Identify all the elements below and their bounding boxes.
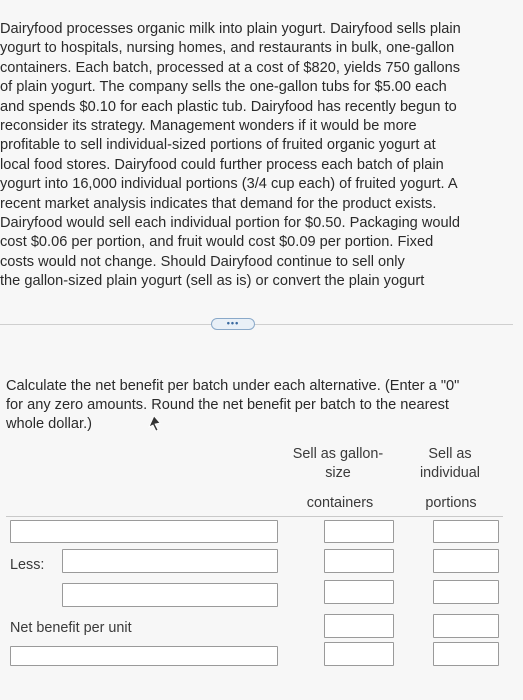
problem-statement xyxy=(0,20,520,292)
expand-more-button[interactable]: ••• xyxy=(211,318,255,330)
row1-label-input[interactable] xyxy=(10,520,278,543)
instruction-line: whole dollar.) xyxy=(6,416,92,432)
column-header-text: Sell as xyxy=(428,446,472,462)
net-individual-input[interactable] xyxy=(433,614,499,638)
section-divider xyxy=(0,324,513,325)
column-header-text: size xyxy=(325,465,351,481)
row3-label-input[interactable] xyxy=(62,583,278,607)
problem-line: Dairyfood processes organic milk into plain yogurt. Dairyfood sells plain xyxy=(0,21,461,37)
table-header-rule xyxy=(6,516,503,517)
net-benefit-label: Net benefit per unit xyxy=(10,620,132,636)
problem-line: cost $0.06 per portion, and fruit would cost $0.09 per portion. Fixed xyxy=(0,234,434,251)
problem-line: containers. Each batch, processed at a cost of $820, yields 750 gallons xyxy=(0,59,460,76)
row5-individual-input[interactable] xyxy=(433,642,499,666)
row5-label-input[interactable] xyxy=(10,646,278,666)
row2-individual-input[interactable] xyxy=(433,549,499,573)
row2-label-input[interactable] xyxy=(62,549,278,573)
less-label: Less: xyxy=(10,557,45,573)
mouse-pointer-icon xyxy=(148,415,162,433)
instruction-line: Calculate the net benefit per batch under each alternative. (Enter a "0" xyxy=(6,378,460,394)
problem-line: costs would not change. Should Dairyfood continue to sell only xyxy=(0,253,405,270)
problem-line: yogurt into 16,000 individual portions (3/4 cup each) of fruited yogurt. A xyxy=(0,176,458,193)
row1-gallon-input[interactable] xyxy=(324,520,394,543)
row5-gallon-input[interactable] xyxy=(324,642,394,666)
column-subheader-gallon: containers xyxy=(306,495,374,511)
column-header-text: individual xyxy=(419,465,480,481)
problem-line: and spends $0.10 for each plastic tub. Dairyfood has recently begun to xyxy=(0,98,457,115)
problem-line: reconsider its strategy. Management wonders if it would be more xyxy=(0,118,417,135)
column-subheader-individual: portions xyxy=(425,495,477,511)
problem-line: yogurt to hospitals, nursing homes, and restaurants in bulk, one-gallon xyxy=(0,40,455,57)
row2-gallon-input[interactable] xyxy=(324,549,394,573)
problem-line: the gallon-sized plain yogurt (sell as is) or convert the plain yogurt xyxy=(0,273,425,290)
problem-line: Dairyfood would sell each individual portion for $0.50. Packaging would xyxy=(0,215,460,232)
column-header-text: Sell as gallon- xyxy=(292,446,384,462)
column-header-individual xyxy=(410,445,490,483)
net-gallon-input[interactable] xyxy=(324,614,394,638)
problem-line: profitable to sell individual-sized portions of fruited organic yogurt at xyxy=(0,137,436,154)
instruction-text xyxy=(6,377,506,434)
row1-individual-input[interactable] xyxy=(433,520,499,543)
row3-gallon-input[interactable] xyxy=(324,580,394,604)
problem-line: of plain yogurt. The company sells the one-gallon tubs for $5.00 each xyxy=(0,79,447,96)
instruction-line: for any zero amounts. Round the net benefit per batch to the nearest xyxy=(6,397,449,413)
problem-line: recent market analysis indicates that demand for the product exists. xyxy=(0,195,437,212)
column-header-gallon xyxy=(282,445,394,483)
row3-individual-input[interactable] xyxy=(433,580,499,604)
problem-line: local food stores. Dairyfood could further process each batch of plain xyxy=(0,156,444,173)
